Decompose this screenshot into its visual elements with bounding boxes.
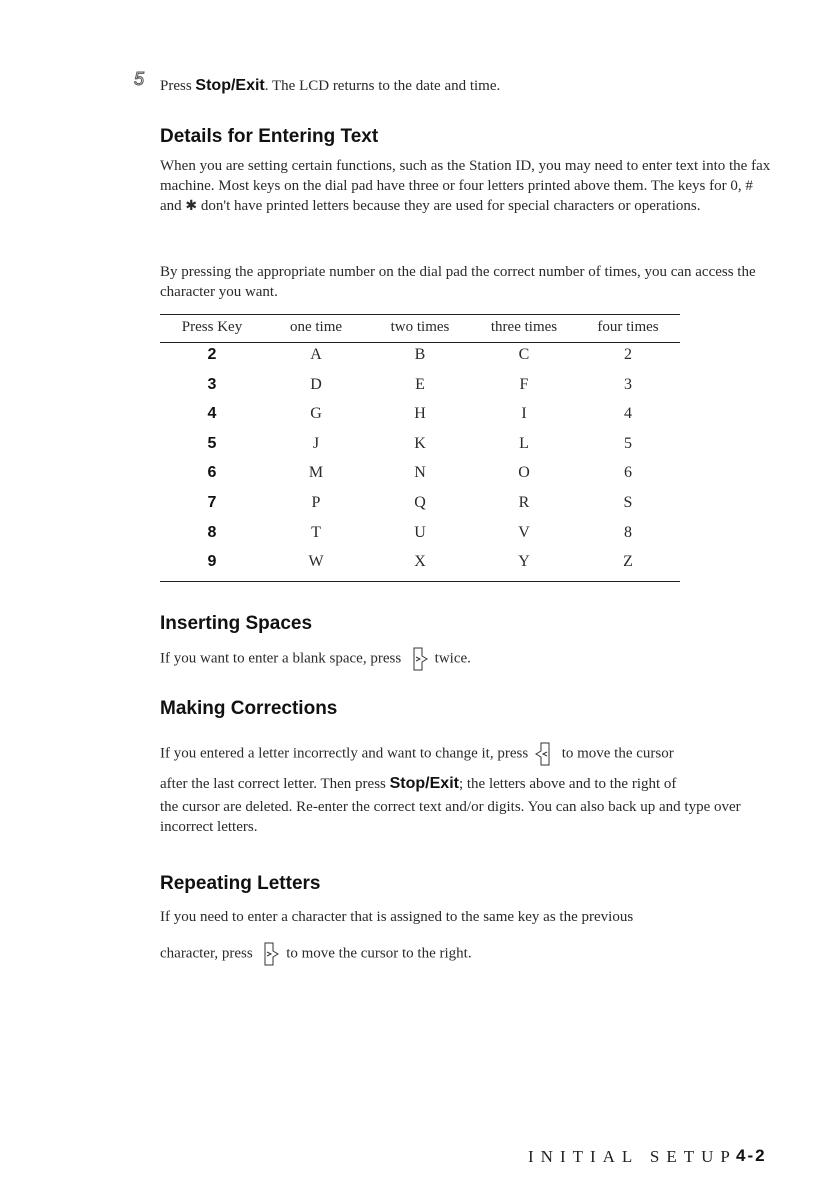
table-cell: N xyxy=(414,464,426,482)
repeating-line-1: If you need to enter a character that is assigned to the same key as the previous xyxy=(160,909,634,925)
making-corrections-heading: Making Corrections xyxy=(160,698,338,719)
page-number: 4-2 xyxy=(736,1146,767,1165)
table-key-cell: 4 xyxy=(207,405,217,423)
table-cell: C xyxy=(518,346,530,363)
table-header-rule xyxy=(160,342,680,343)
left-arrow-key-icon xyxy=(535,740,555,768)
table-cell: M xyxy=(308,464,324,482)
table-cell: B xyxy=(414,346,426,363)
corrections-line2-before: after the last correct letter. Then press xyxy=(160,776,390,792)
repeating-line2-after: to move the cursor to the right. xyxy=(286,945,472,962)
table-cell: Y xyxy=(518,553,530,571)
table-cell: 4 xyxy=(624,405,632,423)
footer-section-title: INITIAL SETUP xyxy=(528,1147,737,1166)
spaces-text-after: twice. xyxy=(434,650,471,667)
stop-exit-key-label: Stop/Exit xyxy=(195,77,265,94)
details-para1-end: don't have printed letters because they are used for special characters or operations. xyxy=(200,198,701,214)
table-cell: V xyxy=(518,523,530,541)
table-cell: 8 xyxy=(624,523,632,541)
step-text-before: Press xyxy=(160,78,196,94)
table-key-cell: 5 xyxy=(207,434,217,452)
table-cell: F xyxy=(519,375,529,393)
details-para1-text: When you are setting certain functions, such as the Station ID, you may need to enter text into the fax machine. Most keys on the dial pad have three or four letters printed above them. The keys for 0, # and xyxy=(160,158,771,214)
spaces-text-before: If you want to enter a blank space, press xyxy=(160,650,402,667)
table-header-one-time: one time xyxy=(289,319,343,335)
corrections-line-2 xyxy=(160,774,772,794)
table-key-cell: 6 xyxy=(207,464,217,482)
table-cell: T xyxy=(311,523,321,541)
step-instruction xyxy=(160,76,500,96)
table-cell: W xyxy=(308,553,324,571)
table-cell: I xyxy=(521,405,527,423)
table-key-cell: 2 xyxy=(207,346,217,363)
table-cell: A xyxy=(310,346,322,363)
table-header-four-times: four times xyxy=(597,319,659,335)
table-cell: J xyxy=(312,434,320,452)
table-cell: O xyxy=(518,464,530,482)
corrections-line2-after: ; the letters above and to the right of xyxy=(458,776,677,792)
table-cell: X xyxy=(414,553,426,571)
details-paragraph-2: By pressing the appropriate number on the dial pad the correct number of times, you can access the character you want. xyxy=(160,264,756,300)
right-arrow-key-icon xyxy=(408,645,428,673)
table-cell: Q xyxy=(414,494,426,511)
table-cell: R xyxy=(518,494,530,511)
table-cell: P xyxy=(311,494,321,511)
table-cell: D xyxy=(310,375,322,393)
table-key-cell: 9 xyxy=(207,553,217,571)
table-cell: U xyxy=(414,523,426,541)
stop-exit-key-label-2: Stop/Exit xyxy=(389,775,459,792)
table-key-cell: 7 xyxy=(207,494,217,511)
table-header-two-times: two times xyxy=(390,319,450,335)
table-header-three-times: three times xyxy=(490,319,558,335)
star-key-icon: ✱ xyxy=(185,198,198,214)
table-top-rule xyxy=(160,314,680,315)
inserting-spaces-heading: Inserting Spaces xyxy=(160,613,313,634)
table-key-cell: 8 xyxy=(207,523,217,541)
table-bottom-rule xyxy=(160,581,680,582)
repeating-letters-heading: Repeating Letters xyxy=(160,873,321,894)
table-cell: G xyxy=(310,405,322,423)
table-cell: 3 xyxy=(624,375,632,393)
details-paragraph-1 xyxy=(160,156,772,216)
repeating-line2-before: character, press xyxy=(160,945,253,962)
table-cell: E xyxy=(415,375,425,393)
step-text-after: . The LCD returns to the date and time. xyxy=(264,78,501,94)
corrections-rest: the cursor are deleted. Re-enter the correct text and/or digits. You can also back up and type over incorrect letters. xyxy=(160,799,741,835)
table-cell: 6 xyxy=(624,464,632,482)
corrections-line1-before: If you entered a letter incorrectly and want to change it, press xyxy=(160,745,529,762)
step-number: 5 xyxy=(134,69,145,89)
right-arrow-key-icon xyxy=(259,940,279,968)
corrections-line1-after: to move the cursor xyxy=(561,745,674,762)
corrections-line-1 xyxy=(160,740,772,768)
table-cell: 5 xyxy=(624,434,632,452)
repeating-line-2 xyxy=(160,940,772,968)
table-cell: 2 xyxy=(624,346,632,363)
table-cell: H xyxy=(414,405,426,423)
details-heading: Details for Entering Text xyxy=(160,126,379,147)
table-cell: Z xyxy=(623,553,633,571)
table-cell: S xyxy=(623,494,633,511)
table-header-press-key: Press Key xyxy=(181,319,243,335)
table-key-cell: 3 xyxy=(207,375,217,393)
table-cell: K xyxy=(414,434,426,452)
table-cell: L xyxy=(519,434,529,452)
inserting-spaces-text xyxy=(160,645,772,673)
